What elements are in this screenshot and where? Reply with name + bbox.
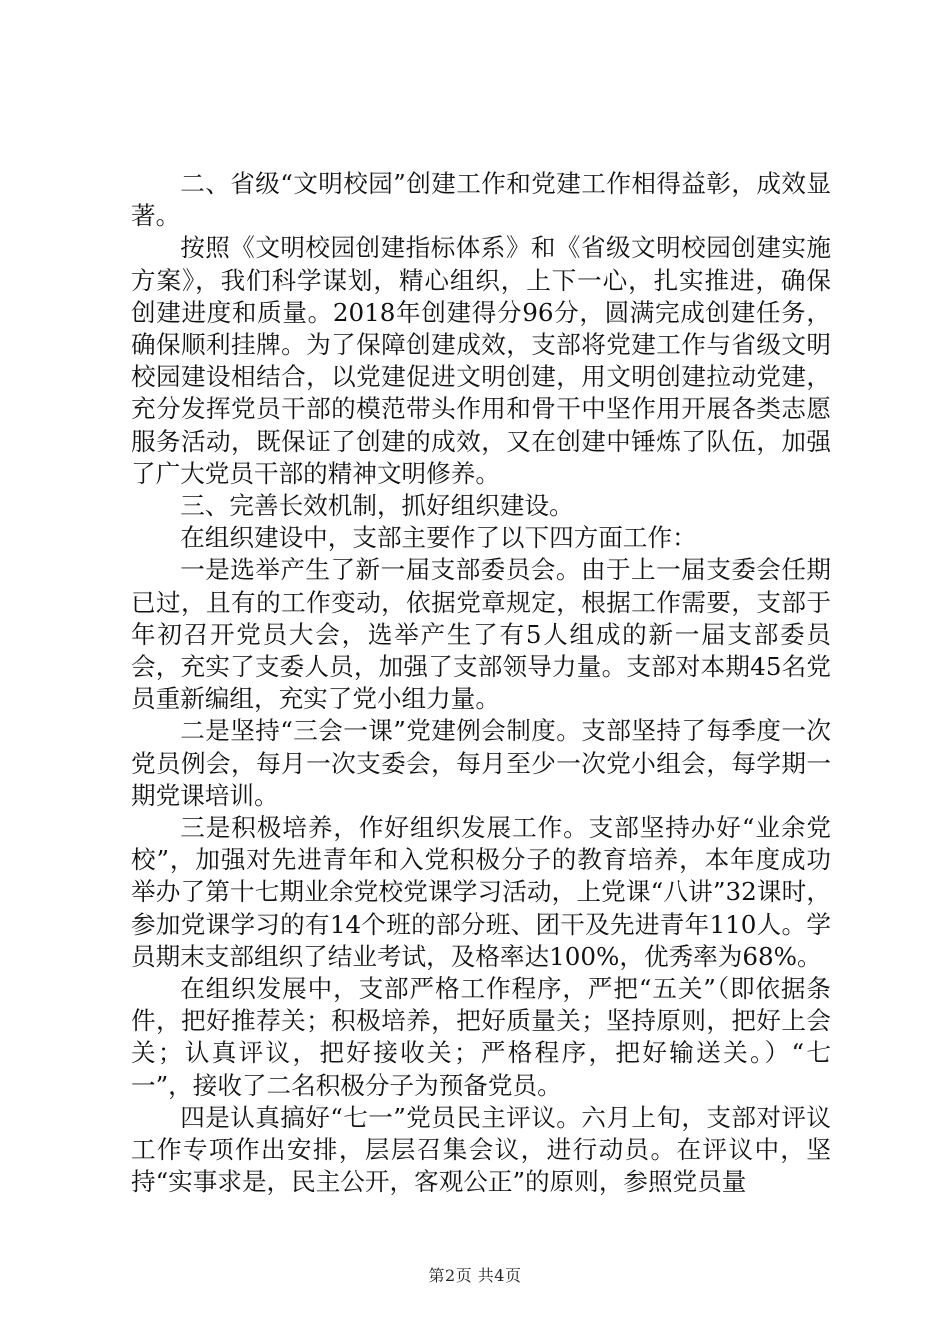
- paragraph-civilized-campus: 按照《文明校园创建指标体系》和《省级文明校园创建实施方案》，我们科学谋划，精心组织，上下一心，扎实推进，确保创建进度和质量。2018年创建得分96分，圆满完成创建任务，确保顺利挂牌。为了保障创建成效，支部将党建工作与省级文明校园建设相结合，以党建促进文明创建，用文明创建拉动党建，充分发挥党员干部的模范带头作用和骨干中坚作用开展各类志愿服务活动，既保证了创建的成效，又在创建中锤炼了队伍，加强了广大党员干部的精神文明修养。: [131, 233, 831, 488]
- paragraph-item-4: 四是认真搞好“七一”党员民主评议。六月上旬，支部对评议工作专项作出安排，层层召集会议，进行动员。在评议中，坚持“实事求是，民主公开，客观公正”的原则，参照党员量: [131, 1102, 831, 1197]
- paragraph-item-2: 二是坚持“三会一课”党建例会制度。支部坚持了每季度一次党员例会，每月一次支委会，每月至少一次党小组会，每学期一期党课培训。: [131, 716, 831, 810]
- document-body: [131, 168, 831, 1199]
- paragraph-org-development: 在组织发展中，支部严格工作程序，严把“五关”（即依据条件，把好推荐关；积极培养，把好质量关；坚持原则，把好上会关；认真评议，把好接收关；严格程序，把好输送关。）“七一”，接收了二名积极分子为预备党员。: [131, 974, 831, 1100]
- paragraph-org-intro: 在组织建设中，支部主要作了以下四方面工作：: [180, 523, 697, 553]
- paragraph-item-3: 三是积极培养，作好组织发展工作。支部坚持办好“业余党校”，加强对先进青年和入党积极分子的教育培养，本年度成功举办了第十七期业余党校党课学习活动，上党课“八讲”32课时，参加党课学习的有14个班的部分班、团干及先进青年110人。学员期末支部组织了结业考试，及格率达100%，优秀率为68%。: [131, 813, 831, 971]
- section-heading-3: 三、完善长效机制，抓好组织建设。: [180, 491, 574, 521]
- page-footer: 第2页 共4页: [428, 1266, 522, 1285]
- section-heading-2: 二、省级“文明校园”创建工作和党建工作相得益彰，成效显著。: [131, 169, 831, 231]
- paragraph-item-1: 一是选举产生了新一届支部委员会。由于上一届支委会任期已过，且有的工作变动，依据党章规定，根据工作需要，支部于年初召开党员大会，选举产生了有5人组成的新一届支部委员会，充实了支委人员，加强了支部领导力量。支部对本期45名党员重新编组，充实了党小组力量。: [131, 555, 831, 714]
